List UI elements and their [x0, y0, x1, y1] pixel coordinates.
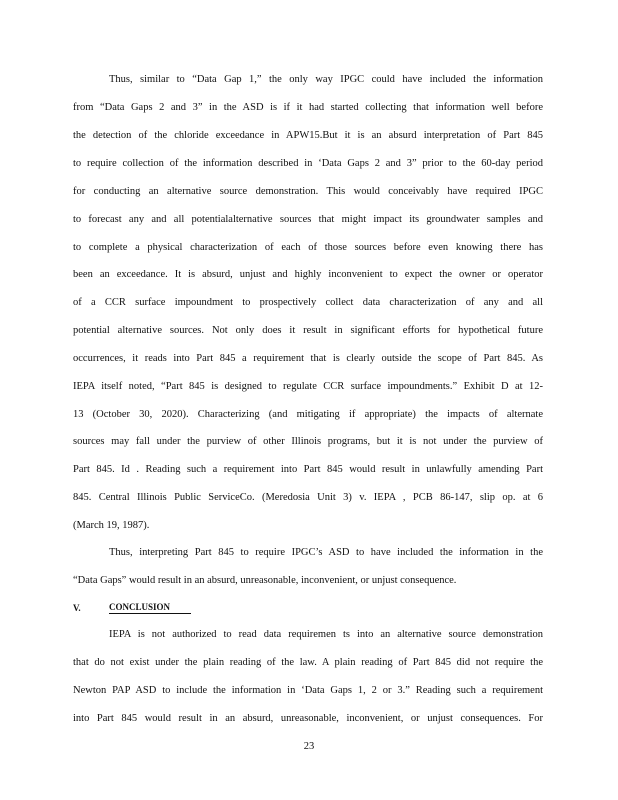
paragraph-3-line: into Part 845 would result in an absurd, unreasonable, inconvenient, or unjust consequences. For	[73, 713, 543, 724]
paragraph-1-line: been an exceedance. It is absurd, unjust and highly inconvenient to expect the owner or operator	[73, 269, 543, 280]
paragraph-1-line: the detection of the chloride exceedance in APW15.But it is an absurd interpretation of Part 845	[73, 130, 543, 141]
paragraph-3-line: Newton PAP ASD to include the information in ‘Data Gaps 1, 2 or 3.” Reading such a requirement	[73, 685, 543, 696]
paragraph-1-line: IEPA itself noted, “Part 845 is designed to regulate CCR surface impoundments.” Exhibit D at 12-	[73, 381, 543, 392]
paragraph-2-line: Thus, interpreting Part 845 to require IPGC’s ASD to have included the information in the	[109, 547, 543, 558]
paragraph-1-line: potential alternative sources. Not only does it result in significant efforts for hypothetical future	[73, 325, 543, 336]
paragraph-1-line: 845. Central Illinois Public ServiceCo. (Meredosia Unit 3) v. IEPA , PCB 86-147, slip op. at 6	[73, 492, 543, 503]
paragraph-1-line: sources may fall under the purview of other Illinois programs, but it is not under the purview of	[73, 436, 543, 447]
paragraph-1-line: (March 19, 1987).	[73, 520, 150, 531]
paragraph-1-line: of a CCR surface impoundment to prospectively collect data characterization of any and all	[73, 297, 543, 308]
section-number: V.	[73, 603, 81, 613]
paragraph-1-line: 13 (October 30, 2020). Characterizing (and mitigating if appropriate) the impacts of alternate	[73, 409, 543, 420]
paragraph-1-line: Thus, similar to “Data Gap 1,” the only way IPGC could have included the information	[109, 74, 543, 85]
section-title: CONCLUSION	[109, 601, 191, 614]
paragraph-1-line: Part 845. Id . Reading such a requirement into Part 845 would result in unlawfully amending Part	[73, 464, 543, 475]
page-number: 23	[303, 741, 315, 752]
paragraph-1-line: occurrences, it reads into Part 845 a requirement that is clearly outside the scope of Part 845. As	[73, 353, 543, 364]
paragraph-1-line: to require collection of the information described in ‘Data Gaps 2 and 3” prior to the 60-day period	[73, 158, 543, 169]
paragraph-3-line: that do not exist under the plain reading of the law. A plain reading of Part 845 did not require the	[73, 657, 543, 668]
paragraph-2-line: “Data Gaps” would result in an absurd, unreasonable, inconvenient, or unjust consequence.	[73, 575, 457, 586]
paragraph-3-line: IEPA is not authorized to read data requiremen ts into an alternative source demonstration	[109, 629, 543, 640]
paragraph-1-line: from “Data Gaps 2 and 3” in the ASD is if it had started collecting that information well before	[73, 102, 543, 113]
paragraph-1-line: to complete a physical characterization of each of those sources before even knowing there has	[73, 242, 543, 253]
paragraph-1-line: for conducting an alternative source demonstration. This would conceivably have required IPGC	[73, 186, 543, 197]
paragraph-1-line: to forecast any and all potentialalternative sources that might impact its groundwater samples and	[73, 214, 543, 225]
